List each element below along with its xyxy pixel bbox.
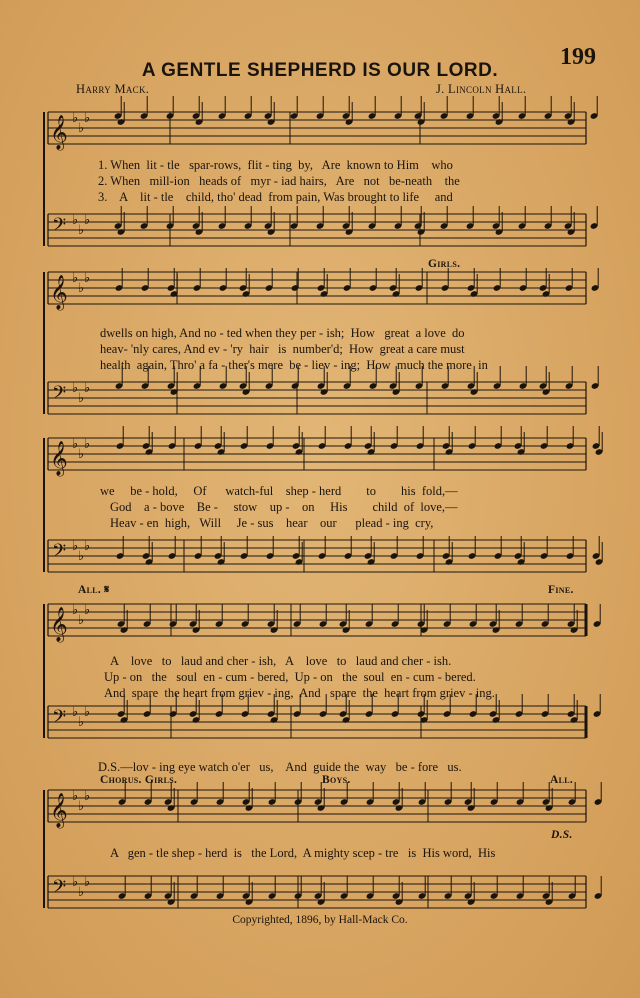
flat-icon: ♭	[72, 603, 79, 618]
lyric-line: health again, Thro' a fa - ther's mere be - liev - ing; How much the more in	[100, 358, 488, 372]
fine-label: Fine.	[548, 584, 574, 596]
lyricist-credit: Harry Mack.	[76, 82, 150, 96]
flat-icon: ♭	[84, 111, 91, 126]
clef-icon: 𝄞	[50, 793, 68, 828]
flat-icon: ♭	[72, 437, 79, 452]
girls-label: Girls.	[428, 258, 461, 270]
flat-icon: ♭	[72, 539, 79, 554]
clef-icon: 𝄞	[50, 607, 68, 642]
lyric-line: 1. When lit - tle spar-rows, flit - ting by, Are known to Him who	[98, 158, 453, 172]
composer-credit: J. Lincoln Hall.	[436, 82, 527, 96]
flat-icon: ♭	[78, 715, 85, 730]
clef-icon: 𝄢	[52, 707, 67, 732]
all-chorus-label: All.	[550, 774, 574, 786]
ds-marker: D.S.	[551, 829, 573, 841]
ds-lyric-line: D.S.—lov - ing eye watch o'er us, And guide the way be - fore us.	[98, 760, 462, 774]
flat-icon: ♭	[78, 121, 85, 136]
lyric-line: Heav - en high, Will Je - sus hear our plead - ing cry,	[110, 516, 434, 530]
flat-icon: ♭	[78, 223, 85, 238]
flat-icon: ♭	[78, 281, 85, 296]
flat-icon: ♭	[72, 381, 79, 396]
hymn-title: A GENTLE SHEPHERD IS OUR LORD.	[141, 60, 499, 81]
lyric-line: 2. When mill-ion heads of myr - iad hairs, Are not be-neath the	[98, 174, 460, 188]
flat-icon: ♭	[84, 437, 91, 452]
flat-icon: ♭	[84, 705, 91, 720]
clef-icon: 𝄢	[52, 215, 67, 240]
clef-icon: 𝄞	[50, 115, 68, 150]
clef-icon: 𝄢	[52, 877, 67, 902]
flat-icon: ♭	[78, 613, 85, 628]
clef-icon: 𝄞	[50, 275, 68, 310]
clef-icon: 𝄞	[50, 441, 68, 476]
flat-icon: ♭	[72, 111, 79, 126]
clef-icon: 𝄢	[52, 383, 67, 408]
flat-icon: ♭	[72, 875, 79, 890]
copyright-notice: Copyrighted, 1896, by Hall-Mack Co.	[232, 914, 408, 926]
flat-icon: ♭	[78, 549, 85, 564]
flat-icon: ♭	[78, 885, 85, 900]
all-segno-label: All. 𝄋	[78, 584, 110, 596]
flat-icon: ♭	[84, 875, 91, 890]
flat-icon: ♭	[84, 213, 91, 228]
flat-icon: ♭	[72, 271, 79, 286]
boys-label: Boys.	[322, 774, 351, 786]
lyric-line: A love to laud and cher - ish, A love to laud and cher - ish.	[110, 654, 452, 668]
flat-icon: ♭	[84, 539, 91, 554]
chorus-girls-label: Chorus. Girls.	[100, 774, 178, 786]
flat-icon: ♭	[72, 705, 79, 720]
flat-icon: ♭	[84, 271, 91, 286]
flat-icon: ♭	[78, 391, 85, 406]
lyric-line: heav- 'nly cares, And ev - 'ry hair is number'd; How great a care must	[100, 342, 465, 356]
flat-icon: ♭	[72, 789, 79, 804]
lyric-line: Up - on the soul en - cum - bered, Up - on the soul en - cum - bered.	[104, 670, 476, 684]
flat-icon: ♭	[78, 447, 85, 462]
flat-icon: ♭	[78, 799, 85, 814]
page-number: 199	[560, 44, 596, 70]
clef-icon: 𝄢	[52, 541, 67, 566]
lyric-line: 3. A lit - tle child, tho' dead from pain, Was brought to life and	[98, 190, 453, 204]
lyric-line: And spare the heart from griev - ing, And spare the heart from griev - ing.	[104, 686, 495, 700]
lyric-line: we be - hold, Of watch-ful shep - herd to his fold,—	[100, 484, 458, 498]
flat-icon: ♭	[84, 603, 91, 618]
lyric-line: God a - bove Be - stow up - on His child of love,—	[110, 500, 458, 514]
flat-icon: ♭	[72, 213, 79, 228]
flat-icon: ♭	[84, 381, 91, 396]
lyric-line: dwells on high, And no - ted when they per - ish; How great a love do	[100, 326, 465, 340]
flat-icon: ♭	[84, 789, 91, 804]
lyric-line: A gen - tle shep - herd is the Lord, A mighty scep - tre is His word, His	[110, 846, 496, 860]
